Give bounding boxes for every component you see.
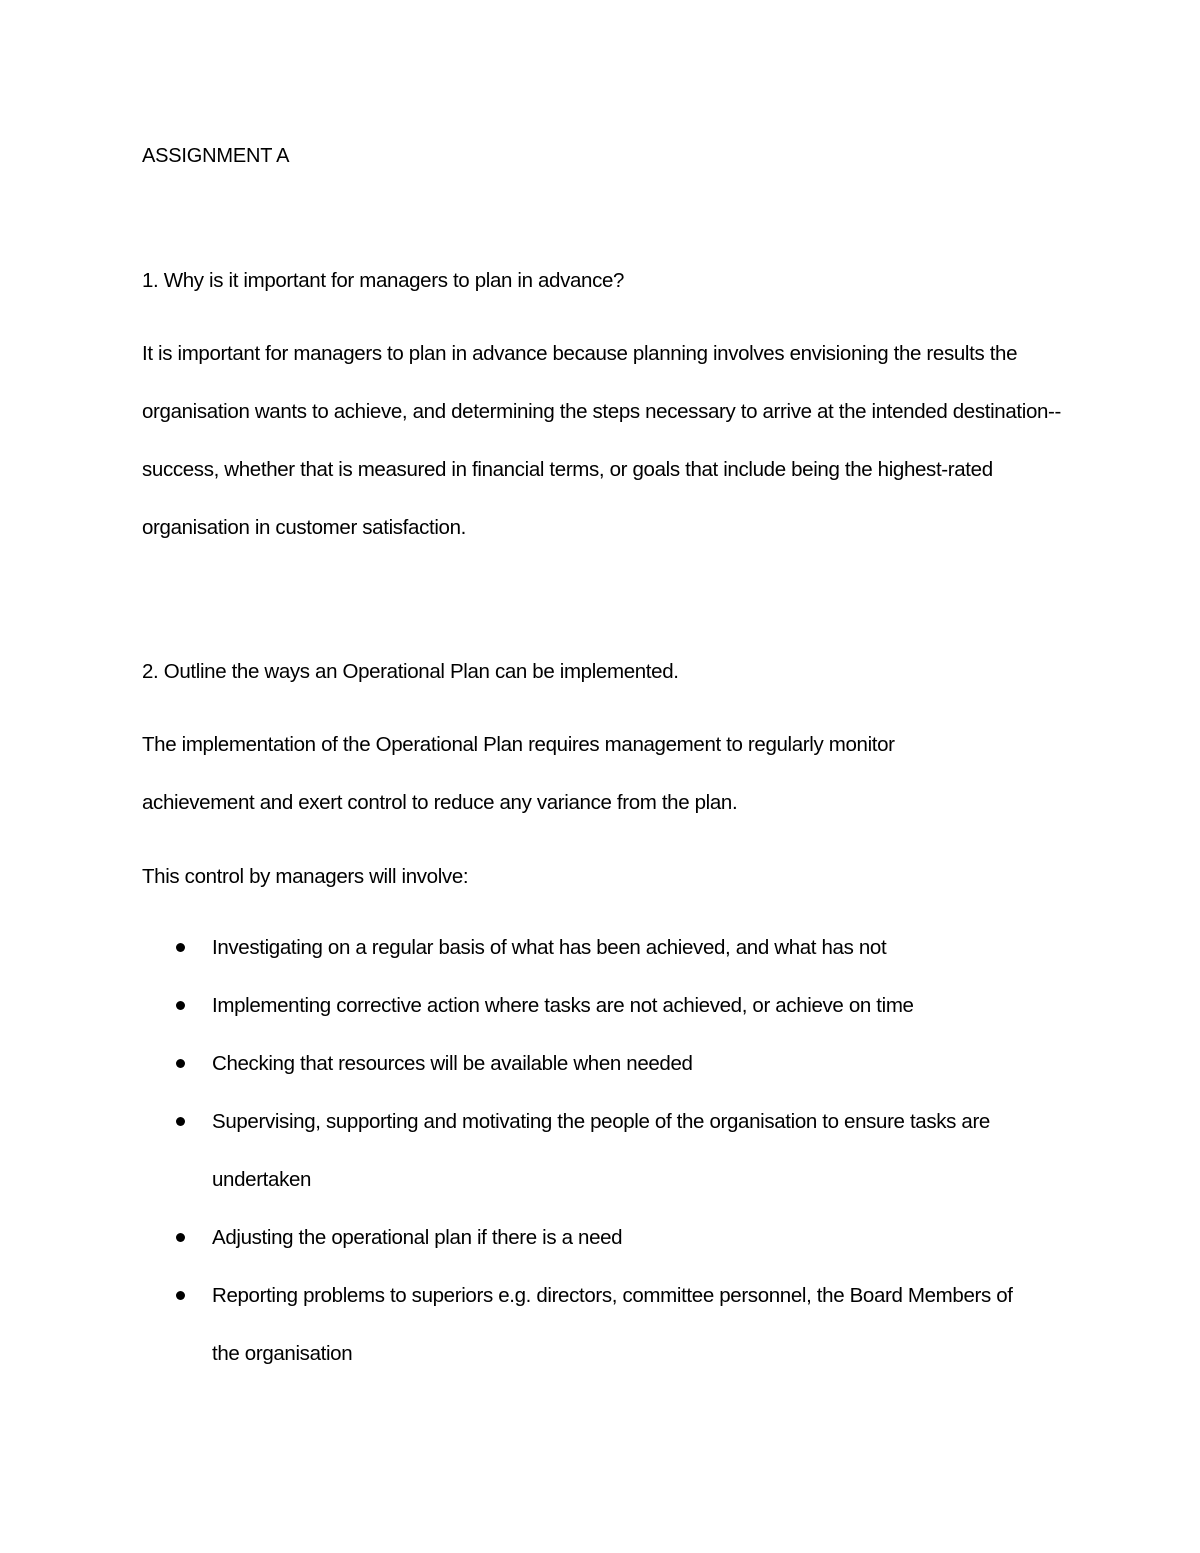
list-item: [142, 1035, 1082, 1093]
bullet-icon: [176, 1117, 185, 1126]
bullet-icon: [176, 943, 185, 952]
document-title: ASSIGNMENT A: [142, 145, 290, 167]
question-2: 2. Outline the ways an Operational Plan can be implemented.: [142, 660, 679, 683]
question-1: 1. Why is it important for managers to plan in advance?: [142, 269, 625, 292]
bullet-icon: [176, 1059, 185, 1068]
list-item-text: Checking that resources will be available when needed: [212, 1052, 693, 1075]
bullet-icon: [176, 1001, 185, 1010]
bullet-list: [142, 919, 1082, 1383]
list-item-text: Implementing corrective action where tasks are not achieved, or achieve on time: [212, 994, 914, 1017]
list-item: [142, 1267, 1042, 1383]
bullet-icon: [176, 1233, 185, 1242]
list-item: [142, 1209, 1082, 1267]
answer-2: The implementation of the Operational Plan requires management to regularly monitor achievement and exert control to reduce any variance from the plan.: [142, 733, 895, 814]
list-item: [142, 1093, 1042, 1209]
list-item-text: Investigating on a regular basis of what has been achieved, and what has not: [212, 936, 887, 959]
answer-2-intro: This control by managers will involve:: [142, 865, 469, 888]
list-item-text: Reporting problems to superiors e.g. directors, committee personnel, the Board Members of the organisation: [212, 1284, 1013, 1365]
list-item: [142, 977, 1082, 1035]
list-item: [142, 919, 1082, 977]
list-item-text: Adjusting the operational plan if there is a need: [212, 1226, 623, 1249]
answer-1: It is important for managers to plan in advance because planning involves envisioning the results the organisation wants to achieve, and determining the steps necessary to arrive at the intended destination--success, whether that is measured in financial terms, or goals that include being the highest-rated organisation in customer satisfaction.: [142, 342, 1061, 539]
list-item-text: Supervising, supporting and motivating the people of the organisation to ensure tasks are undertaken: [212, 1110, 990, 1191]
bullet-icon: [176, 1291, 185, 1300]
